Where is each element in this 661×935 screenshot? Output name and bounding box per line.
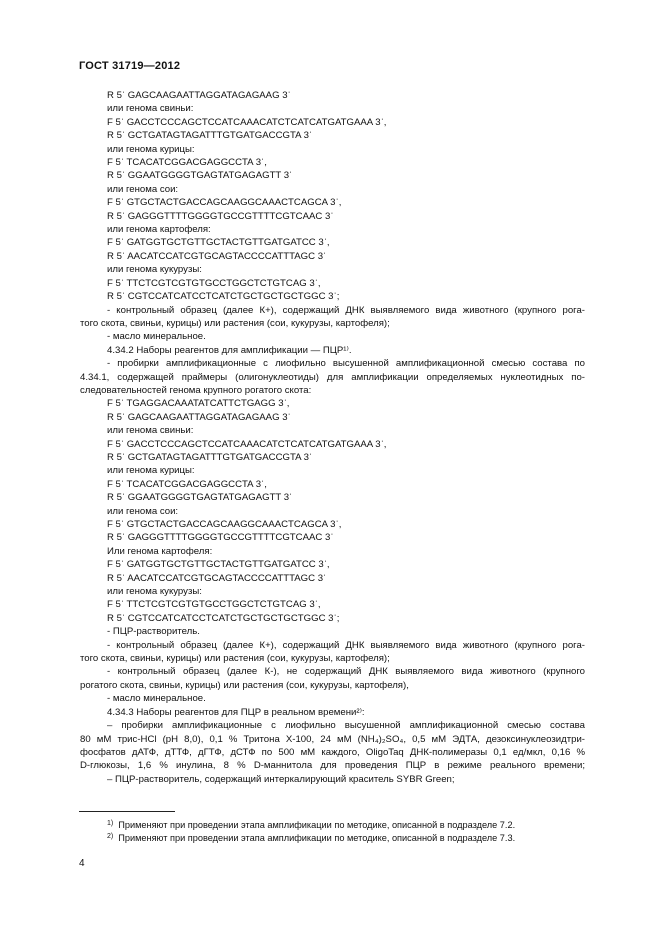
text-line: или генома картофеля:: [107, 224, 211, 236]
text-line: того скота, свиньи, курицы) или растения (сои, кукурузы, картофеля);: [80, 653, 390, 665]
text-line: 80 мМ трис-HCl (рН 8,0), 0,1 % Тритона Х-100, 24 мМ (NH₄)₂SO₄, 0,5 мМ ЭДТА, дезоксинуклеозидтри-: [80, 733, 585, 745]
text-line: D-глюкозы, 1,6 % инулина, 8 % D-маннитола для проведения ПЦР в режиме реального времени;: [80, 760, 585, 772]
text-line: - пробирки амплификационные с лиофильно высушенной амплификационной смесью состава по: [107, 358, 585, 370]
text-line: R 5ˈ GAGGGTTTTGGGGTGCCGTTTTCGTCAAC 3ˈ: [107, 210, 334, 222]
text-line: F 5ˈ TTCTCGTCGTGTGCCTGGCTCTGTCAG 3ˈ,: [107, 277, 321, 289]
text-line: F 5ˈ GATGGTGCTGTTGCTACTGTTGATGATCC 3ˈ,: [107, 559, 330, 571]
text-line: или генома курицы:: [107, 143, 195, 155]
text-line: F 5ˈ GACCTCCCAGCTCCATCAAACATCTCATCATGATGAAA 3ˈ,: [107, 116, 387, 128]
text-line: R 5ˈ CGTCCATCATCCTCATCTGCTGCTGCTGGC 3ˈ;: [107, 612, 340, 624]
text-line: следовательностей генома крупного рогатого скота:: [80, 384, 312, 396]
text-line: F 5ˈ GATGGTGCTGTTGCTACTGTTGATGATCC 3ˈ,: [107, 237, 330, 249]
text-line: F 5ˈ GTGCTACTGACCAGCAAGGCAAACTCAGCA 3ˈ,: [107, 519, 342, 530]
body-text: [80, 89, 585, 786]
text-line: R 5ˈ AACATCCATCGTGCAGTACCCCATTTAGC 3ˈ: [107, 250, 327, 262]
text-line: того скота, свиньи, курицы) или растения (сои, кукурузы, картофеля);: [80, 317, 390, 329]
text-line: - масло минеральное.: [107, 331, 206, 343]
text-line: или генома сои:: [107, 505, 179, 517]
text-line: R 5ˈ GAGGGTTTTGGGGTGCCGTTTTCGTCAAC 3ˈ: [107, 532, 334, 544]
text-line: - контрольный образец (далее К+), содержащий ДНК выявляемого вида животного (крупного рога-: [107, 304, 585, 316]
text-line: F 5ˈ TTCTCGTCGTGTGCCTGGCTCTGTCAG 3ˈ,: [107, 599, 321, 611]
text-line: или генома сои:: [107, 183, 179, 195]
text-line: F 5ˈ TCACATCGGACGAGGCCTA 3ˈ,: [107, 157, 267, 169]
text-line: F 5ˈ GACCTCCCAGCTCCATCAAACATCTCATCATGATGAAA 3ˈ,: [107, 438, 387, 450]
text-line: 4.34.1, содержащей праймеры (олигонуклеотиды) для амплификации определяемых нуклеотидных по-: [80, 371, 585, 383]
text-line: R 5ˈ GCTGATAGTAGATTTGTGATGACCGTA 3ˈ: [107, 130, 313, 142]
text-line: R 5ˈ GGAATGGGGTGAGTATGAGAGTT 3ˈ: [107, 492, 293, 504]
text-line: R 5ˈ GGAATGGGGTGAGTATGAGAGTT 3ˈ: [107, 170, 293, 182]
text-line: или генома кукурузы:: [107, 586, 202, 598]
text-line: или генома свиньи:: [107, 425, 194, 437]
footnotes: [107, 818, 515, 845]
footnote-mark: 2): [107, 833, 114, 841]
footnote-separator: [79, 811, 175, 812]
text-line: - ПЦР-растворитель.: [107, 626, 200, 638]
text-line: R 5ˈ GAGCAAGAATTAGGATAGAGAAG 3ˈ: [107, 90, 291, 101]
text-line: Или генома картофеля:: [107, 545, 213, 557]
text-line: F 5ˈ GTGCTACTGACCAGCAAGGCAAACTCAGCA 3ˈ,: [107, 197, 342, 209]
running-header: ГОСТ 31719—2012: [79, 60, 181, 72]
footnote: [107, 831, 515, 844]
text-line: R 5ˈ CGTCCATCATCCTCATCTGCTGCTGCTGGC 3ˈ;: [107, 291, 340, 303]
text-line: фосфатов дАТФ, дТТФ, дГТФ, дСТФ по 500 мМ каждого, OligoTaq ДНК-полимеразы 0,1 ед/мкл, 0,16 %: [80, 746, 585, 758]
text-line: – ПЦР-растворитель, содержащий интеркалирующий краситель SYBR Green;: [107, 773, 455, 785]
footnote-text: Применяют при проведении этапа амплификации по методике, описанной в подразделе 7.3.: [118, 833, 516, 844]
text-line: R 5ˈ GAGCAAGAATTAGGATAGAGAAG 3ˈ: [107, 411, 291, 423]
text-line: 4.34.2 Наборы реагентов для амплификации — ПЦР¹⁾.: [107, 344, 352, 356]
page-number: 4: [79, 858, 85, 869]
text-line: или генома свиньи:: [107, 103, 194, 115]
text-line: - контрольный образец (далее К+), содержащий ДНК выявляемого вида животного (крупного рога-: [107, 639, 585, 651]
text-line: R 5ˈ AACATCCATCGTGCAGTACCCCATTTAGC 3ˈ: [107, 572, 327, 584]
text-line: F 5ˈ TGAGGACAAATATCATTCTGAGG 3ˈ,: [107, 398, 290, 410]
text-line: – пробирки амплификационные с лиофильно высушенной амплификационной смесью состава: [107, 720, 585, 732]
text-line: или генома кукурузы:: [107, 264, 202, 276]
footnote-mark: 1): [107, 820, 114, 827]
footnote-text: Применяют при проведении этапа амплификации по методике, описанной в подразделе 7.2.: [118, 820, 516, 830]
text-line: R 5ˈ GCTGATAGTAGATTTGTGATGACCGTA 3ˈ: [107, 451, 313, 463]
footnote: [107, 818, 515, 831]
text-line: рогатого скота, свиньи, курицы) или растения (сои, кукурузы, картофеля),: [80, 679, 409, 691]
text-line: - контрольный образец (далее К-), не содержащий ДНК выявляемого вида животного (крупного: [107, 666, 585, 678]
text-line: или генома курицы:: [107, 465, 195, 477]
text-line: 4.34.3 Наборы реагентов для ПЦР в реальном времени²⁾:: [107, 706, 365, 718]
text-line: - масло минеральное.: [107, 693, 206, 705]
text-line: F 5ˈ TCACATCGGACGAGGCCTA 3ˈ,: [107, 478, 267, 490]
